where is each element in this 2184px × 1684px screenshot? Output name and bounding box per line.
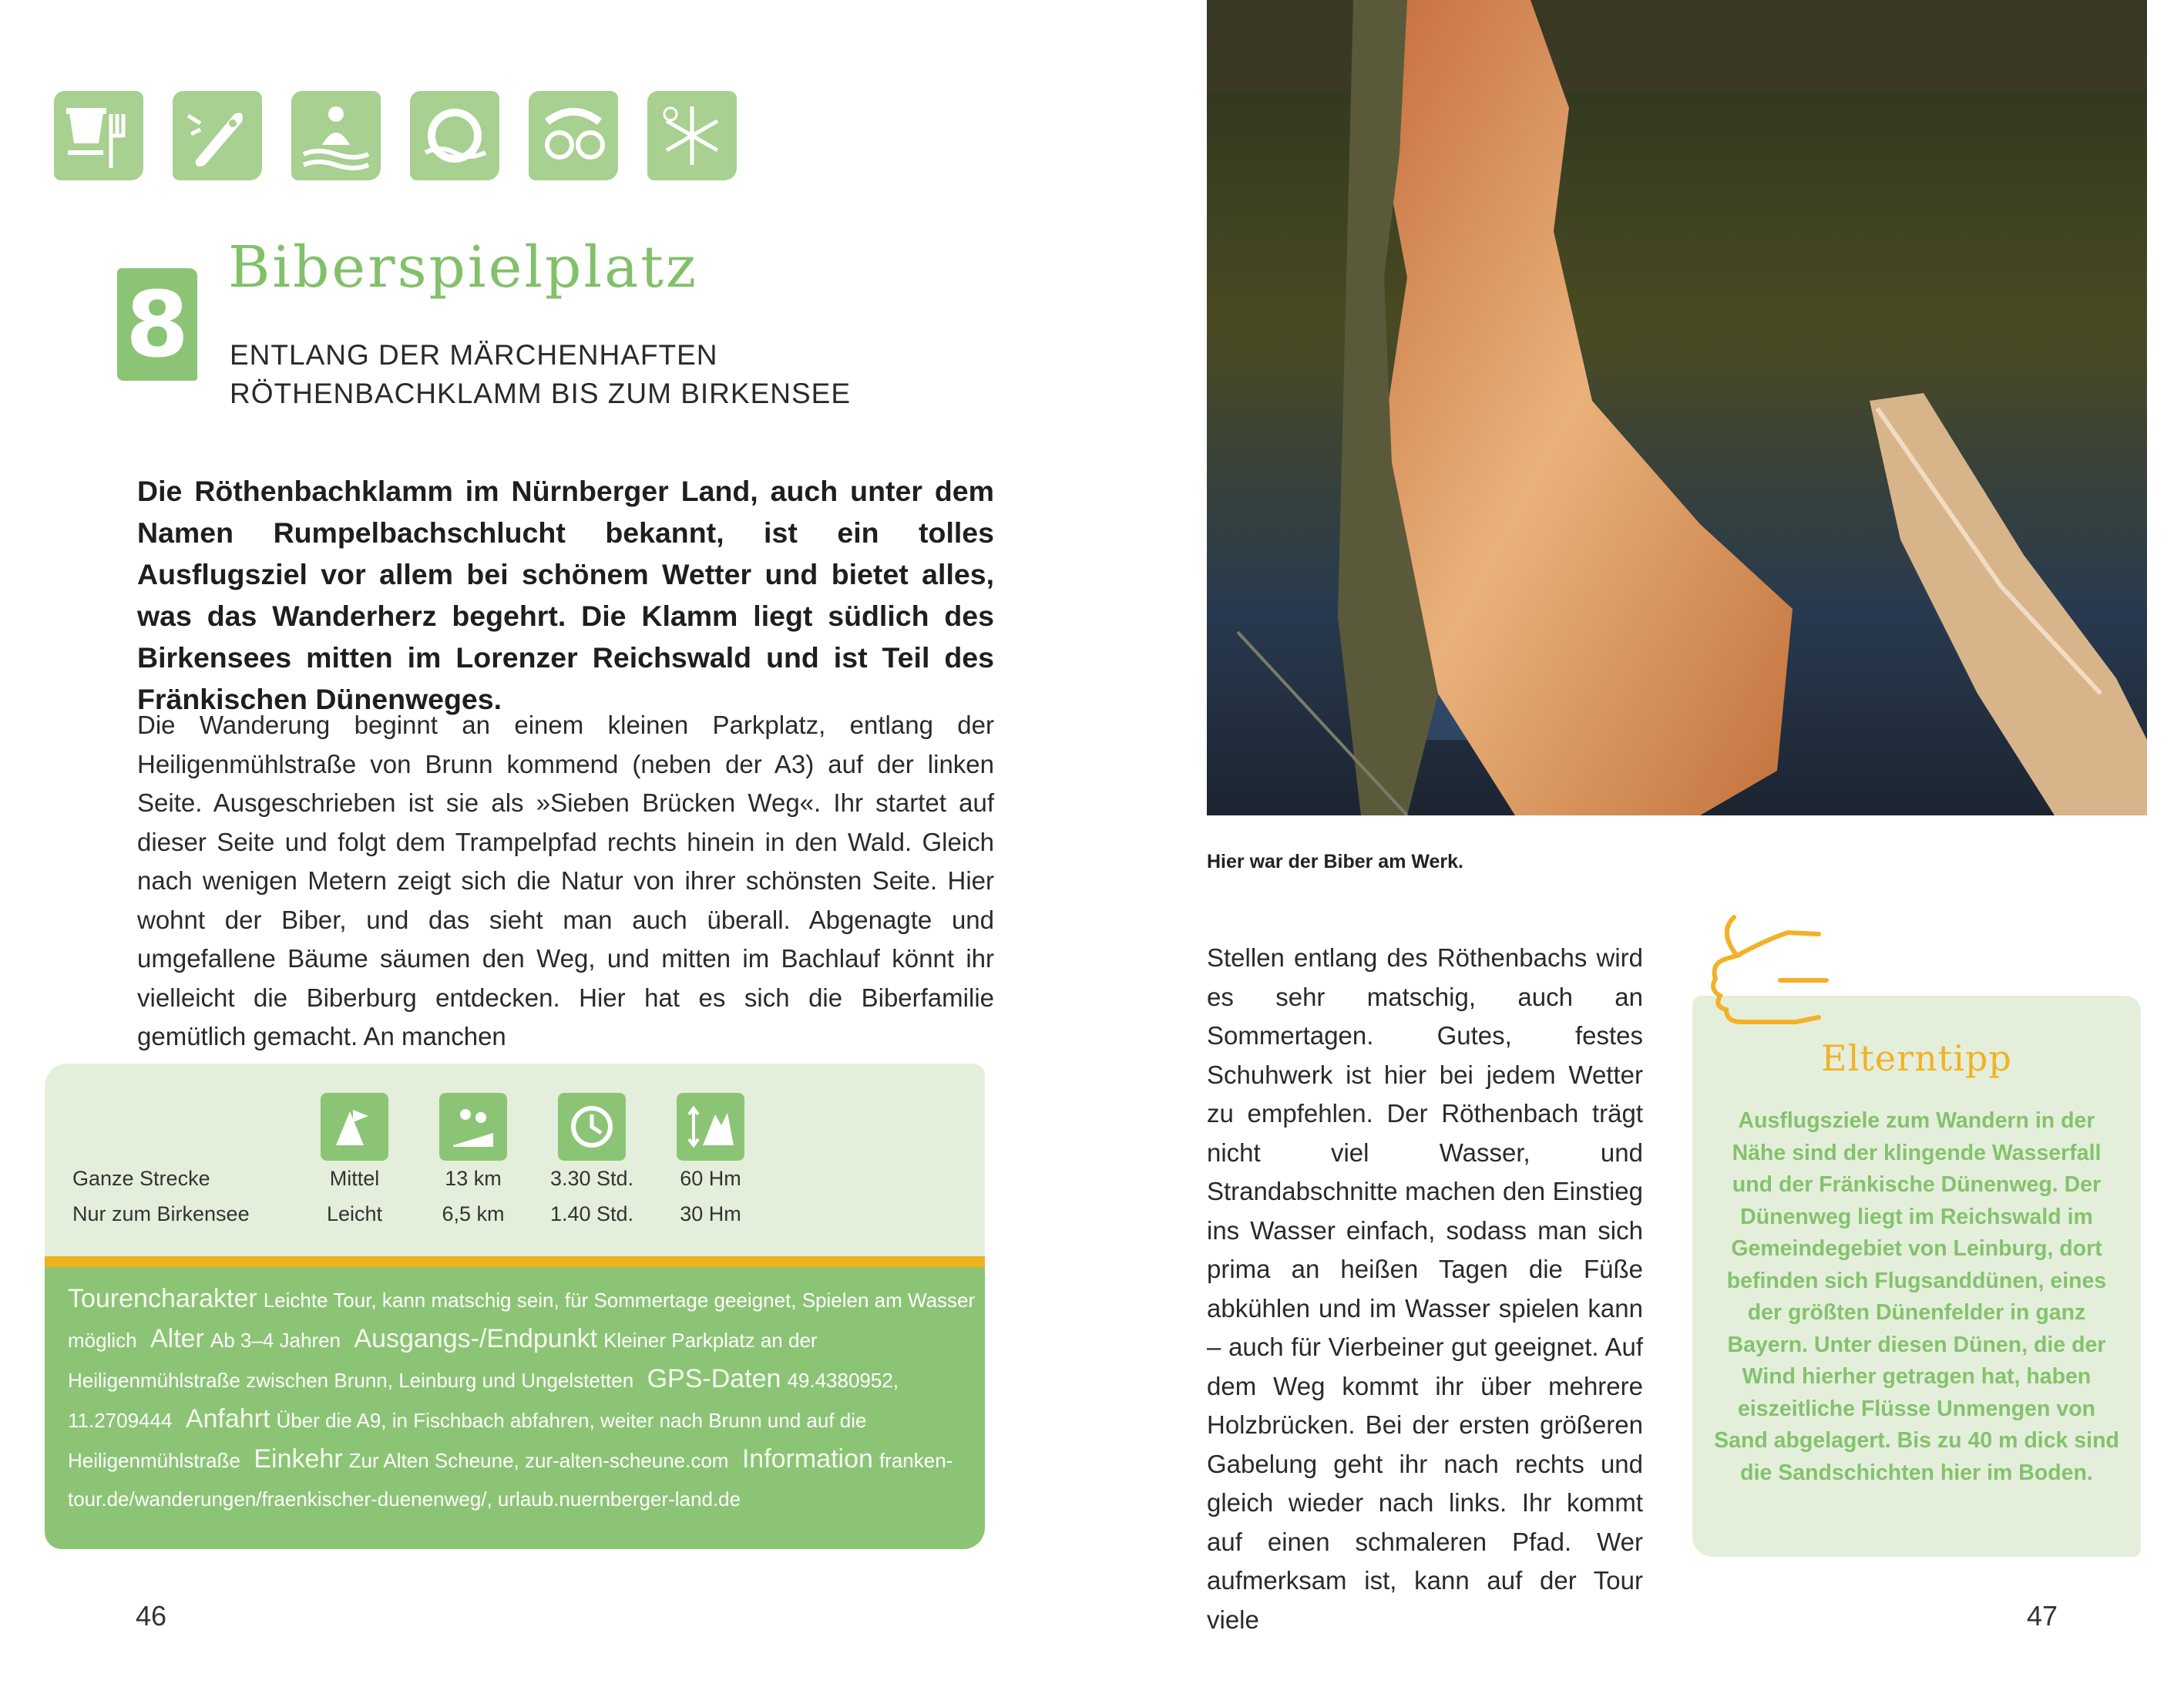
divider <box>45 1256 985 1267</box>
fact-value: Ab 3–4 Jahren <box>210 1329 341 1352</box>
stats-duration: 3.30 Std. <box>549 1167 634 1190</box>
page-number-left: 46 <box>136 1600 167 1632</box>
fact-value: Zur Alten Scheune, zur-alten-scheune.com <box>348 1449 729 1472</box>
fact-value: Kleiner Parkplatz an der Heiligenmühlstraße zwischen Brunn, Leinburg und Ungelstetten <box>68 1329 818 1392</box>
lead-paragraph: Die Röthenbachklamm im Nürnberger Land, auch unter dem Namen Rumpelbachschlucht bekannt, ist ein tolles Ausflugsziel vor allem bei schönem Wetter und bietet alles, was das Wanderherz begehrt. Die Klamm liegt südlich des Birkensees mitten im Lorenzer Reichswald und ist Teil des Fränkischen Dünenweges. <box>137 475 994 715</box>
duration-icon <box>558 1093 626 1161</box>
stats-elevation: 30 Hm <box>680 1202 741 1225</box>
beaver-tree-photo <box>1207 0 2147 815</box>
swimming-icon <box>410 91 499 180</box>
fact-value: Leichte Tour, kann matschig sein, für Sommertage geeignet, Spielen am Wasser möglich <box>68 1289 976 1352</box>
stats-difficulty: Mittel <box>329 1167 380 1190</box>
stats-duration: 1.40 Std. <box>549 1202 634 1225</box>
stats-row-label: Ganze Strecke <box>72 1167 210 1190</box>
tour-number: 8 <box>117 268 197 381</box>
fact-label: Einkehr <box>254 1444 343 1474</box>
fact-value: 49.4380952, 11.2709444 <box>68 1369 899 1432</box>
page-title: Biberspielplatz <box>228 234 698 301</box>
body-text-right: Stellen entlang des Röthenbachs wird es sehr matschig, auch an Sommertagen. Gutes, festes Schuhwerk ist hier bei jedem Wetter zu empfehlen. Der Röthenbach trägt nicht viel Wasser, und Strandabschnitte machen den Einstieg ins Wasser einfach, sodass man sich prima an heißen Tagen die Füße abkühlen und im Wasser spielen kann – auch für Vierbeiner gut geeignet. Auf dem Weg kommt ihr über mehrere Holzbrücken. Bei der ersten größeren Gabelung geht ihr nach rechts und gleich wieder nach links. Ihr kommt auf einen schmaleren Pfad. Wer aufmerksam ist, kann auf der Tour viele <box>1207 943 1643 1634</box>
paddling-icon <box>291 91 381 180</box>
thumbs-up-icon <box>1703 909 1834 1037</box>
stats-difficulty: Leicht <box>326 1202 383 1225</box>
fact-label: GPS-Daten <box>647 1364 781 1393</box>
distance-icon <box>439 1093 507 1161</box>
subtitle-line: ENTLANG DER MÄRCHENHAFTEN <box>230 339 718 371</box>
page-subtitle <box>230 336 851 413</box>
elevation-icon <box>677 1093 744 1161</box>
snowflake-icon <box>647 91 737 180</box>
page-number-right: 47 <box>2027 1600 2058 1632</box>
fact-label: Tourencharakter <box>68 1284 257 1313</box>
food-icon <box>54 91 143 180</box>
fact-value: franken-tour.de/wanderungen/fraenkischer-duenenweg/, urlaub.nuernberger-land.de <box>68 1449 953 1511</box>
stats-elevation: 60 Hm <box>680 1167 741 1190</box>
body-text-left: Die Wanderung beginnt an einem kleinen Parkplatz, entlang der Heiligenmühlstraße von Brunn kommend (neben der A3) auf der linken Seite. Ausgeschrieben ist sie als »Sieben Brücken Weg«. Ihr startet auf dieser Seite und folgt dem Trampelpfad rechts hinein in den Wald. Gleich nach wenigen Metern zeigt sich die Natur von ihrer schönsten Seite. Hier wohnt der Biber, und das sieht man auch überall. Abgenagte und umgefallene Bäume säumen den Weg, und mitten im Bachlauf könnt ihr vielleicht die Biberburg entdecken. Hier hat es sich die Biberfamilie gemütlich gemacht. An manchen <box>137 711 994 1050</box>
tour-facts <box>68 1279 985 1518</box>
category-icons <box>54 91 737 180</box>
tour-info-box <box>45 1064 985 1549</box>
stats-panel <box>45 1064 985 1256</box>
tip-title: Elterntipp <box>1821 1037 2012 1079</box>
subtitle-line: RÖTHENBACHKLAMM BIS ZUM BIRKENSEE <box>230 378 852 409</box>
stats-distance: 13 km <box>445 1167 502 1190</box>
fact-value: Über die A9, in Fischbach abfahren, weiter nach Brunn und auf die Heiligenmühlstraße <box>68 1409 867 1472</box>
photo-caption: Hier war der Biber am Werk. <box>1207 851 1464 872</box>
fish-icon <box>173 91 262 180</box>
cycling-icon <box>529 91 618 180</box>
fact-label: Ausgangs-/Endpunkt <box>354 1324 598 1353</box>
fact-label: Anfahrt <box>185 1404 270 1434</box>
stats-distance: 6,5 km <box>442 1202 505 1225</box>
difficulty-icon <box>321 1093 388 1161</box>
fact-label: Information <box>741 1444 873 1474</box>
fact-label: Alter <box>150 1324 204 1353</box>
tip-text: Ausflugsziele zum Wandern in der Nähe sind der klingende Wasserfall und der Fränkische Dünenweg. Der Dünenweg liegt im Reichswald im Gemeindegebiet von Leinburg, dort befinden sich Flugsanddünen, eines der größten Dünenfelder in ganz Bayern. Unter diesen Dünen, die der Wind hierher getragen hat, haben eiszeitliche Flüsse Unmengen von Sand abgelagert. Bis zu 40 m dick sind die Sandschichten hier im Boden. <box>1714 1108 2119 1485</box>
stats-row-label: Nur zum Birkensee <box>72 1202 250 1225</box>
